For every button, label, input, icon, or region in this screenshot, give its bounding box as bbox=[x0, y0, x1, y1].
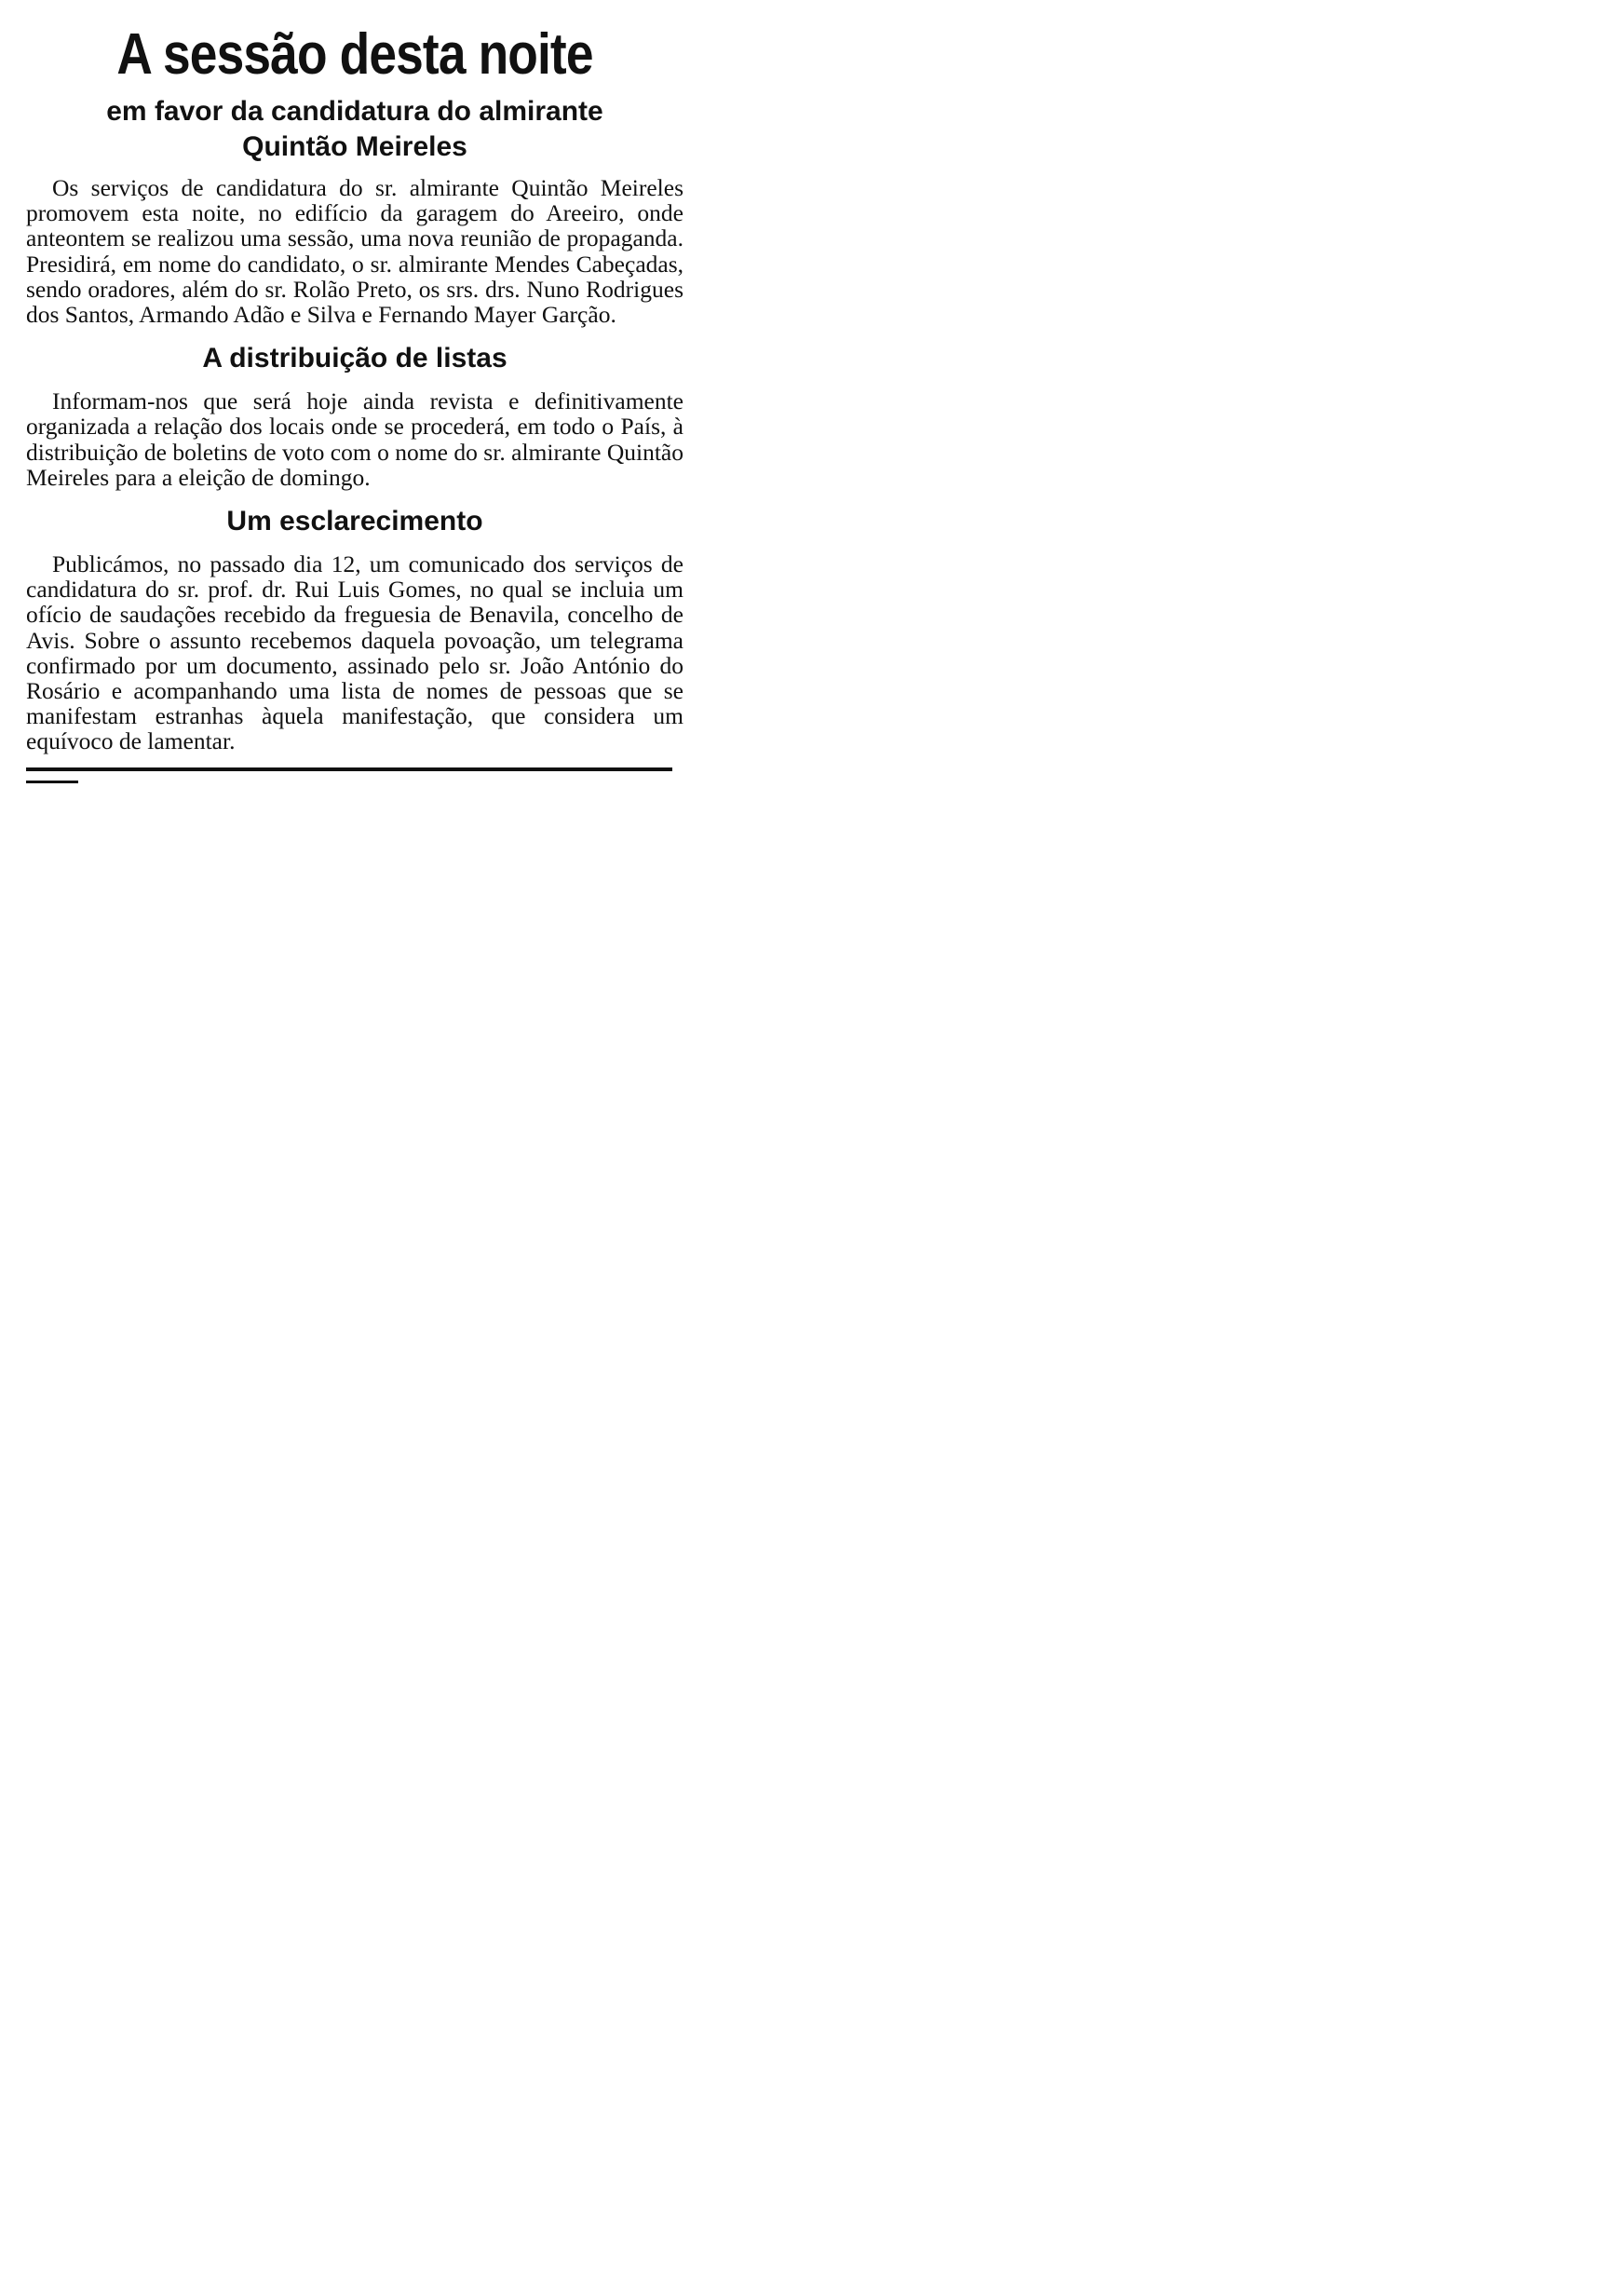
paragraph-list-distribution: Informam-nos que será hoje ainda revista e definitivamente organizada a relação dos locais onde se procederá, em todo o País, à distribuição de boletins de voto com o nome do sr. almirante Quintão Meireles para a eleição de domingo. bbox=[26, 387, 683, 491]
section-title-clarification: Um esclarecimento bbox=[226, 506, 483, 537]
section-title-distribution: A distribuição de listas bbox=[202, 343, 508, 374]
short-divider-rule bbox=[26, 781, 78, 783]
bottom-divider-rule bbox=[26, 767, 672, 771]
subheadline-line-1: em favor da candidatura do almirante bbox=[106, 96, 603, 127]
headline: A sessão desta noite bbox=[116, 22, 593, 87]
paragraph-candidacy-session: Os serviços de candidatura do sr. almirante Quintão Meireles promovem esta noite, no edifício da garagem do Areeiro, onde anteontem se realizou uma sessão, uma nova reunião de propaganda. Presidirá, em nome do candidato, o sr. almirante Mendes Cabeçadas, sendo oradores, além do sr. Rolão Preto, os srs. drs. Nuno Rodrigues dos Santos, Armando Adão e Silva e Fernando Mayer Garção. bbox=[26, 174, 683, 329]
subheadline-line-2: Quintão Meireles bbox=[242, 131, 467, 162]
paragraph-clarification: Publicámos, no passado dia 12, um comunicado dos serviços de candidatura do sr. prof. dr. Rui Luis Gomes, no qual se incluia um ofício de saudações recebido da freguesia de Benavila, concelho de Avis. Sobre o assunto recebemos daquela povoação, um telegrama confirmado por um documento, assinado pelo sr. João António do Rosário e acompanhando uma lista de nomes de pessoas que se manifestam estranhas àquela manifestação, que considera um equívoco de lamentar. bbox=[26, 550, 683, 755]
newspaper-clipping bbox=[26, 17, 683, 783]
